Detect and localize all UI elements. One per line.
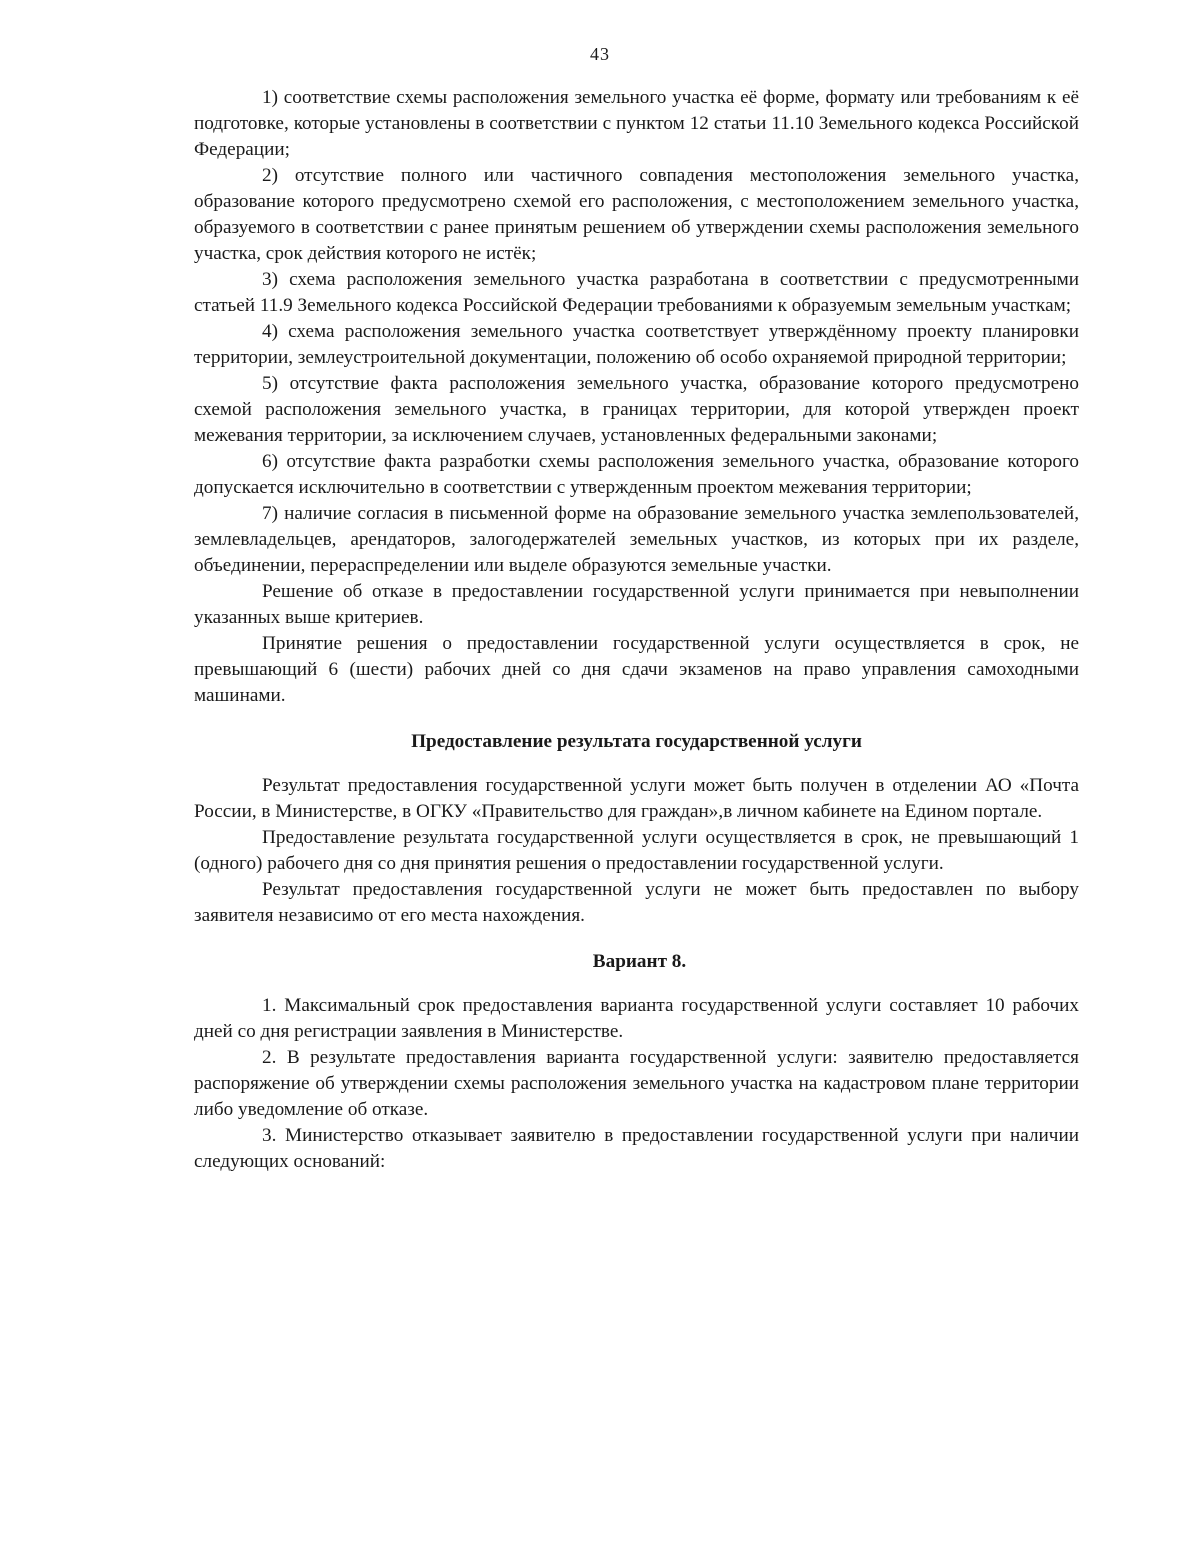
section-heading-variant: Вариант 8.: [592, 951, 687, 972]
result-receipt-paragraph: Результат предоставления государственной услуги может быть получен в отделении АО «Почта России, в Министерстве, в ОГКУ «Правительство для граждан»,в личном кабинете на Едином портале.: [194, 775, 1079, 822]
criterion-4: 4) схема расположения земельного участка соответствует утверждённому проекту планировки территории, землеустроительной документации, положению об особо охраняемой природной территории;: [194, 321, 1079, 368]
variant-item-2: 2. В результате предоставления варианта государственной услуги: заявителю предоставляется распоряжение об утверждении схемы расположения земельного участка на кадастровом плане территории либо уведомление об отказе.: [194, 1047, 1079, 1120]
criterion-3: 3) схема расположения земельного участка разработана в соответствии с предусмотренными статьей 11.9 Земельного кодекса Российской Федерации требованиями к образуемым земельным участкам;: [194, 269, 1079, 316]
criterion-2: 2) отсутствие полного или частичного совпадения местоположения земельного участка, образование которого предусмотрено схемой его расположения, с местоположением земельного участка, образуемого в соответствии с ранее принятым решением об утверждении схемы расположения земельного участка, срок действия которого не истёк;: [194, 165, 1079, 264]
decision-term-paragraph: Принятие решения о предоставлении государственной услуги осуществляется в срок, не превышающий 6 (шести) рабочих дней со дня сдачи экзаменов на право управления самоходными машинами.: [194, 633, 1079, 706]
section-heading-result: Предоставление результата государственной услуги: [411, 731, 862, 752]
variant-item-1: 1. Максимальный срок предоставления варианта государственной услуги составляет 10 рабочих дней со дня регистрации заявления в Министерстве.: [194, 995, 1079, 1042]
result-term-paragraph: Предоставление результата государственной услуги осуществляется в срок, не превышающий 1 (одного) рабочего дня со дня принятия решения о предоставлении государственной услуги.: [194, 827, 1079, 874]
criterion-1: 1) соответствие схемы расположения земельного участка её форме, формату или требованиям к её подготовке, которые установлены в соответствии с пунктом 12 статьи 11.10 Земельного кодекса Российской Федерации;: [194, 87, 1079, 160]
refusal-paragraph: Решение об отказе в предоставлении государственной услуги принимается при невыполнении указанных выше критериев.: [194, 581, 1079, 628]
document-body: [194, 85, 1079, 1175]
result-location-paragraph: Результат предоставления государственной услуги не может быть предоставлен по выбору заявителя независимо от его места нахождения.: [194, 879, 1079, 926]
criterion-7: 7) наличие согласия в письменной форме на образование земельного участка землепользователей, землевладельцев, арендаторов, залогодержателей земельных участков, из которых при их разделе, объединении, перераспределении или выделе образуются земельные участки.: [194, 503, 1079, 576]
criterion-5: 5) отсутствие факта расположения земельного участка, образование которого предусмотрено схемой расположения земельного участка, в границах территории, для которой утвержден проект межевания территории, за исключением случаев, установленных федеральными законами;: [194, 373, 1079, 446]
page-number: 43: [590, 44, 610, 64]
criterion-6: 6) отсутствие факта разработки схемы расположения земельного участка, образование которого допускается исключительно в соответствии с утвержденным проектом межевания территории;: [194, 451, 1079, 498]
variant-item-3: 3. Министерство отказывает заявителю в предоставлении государственной услуги при наличии следующих оснований:: [194, 1125, 1079, 1172]
